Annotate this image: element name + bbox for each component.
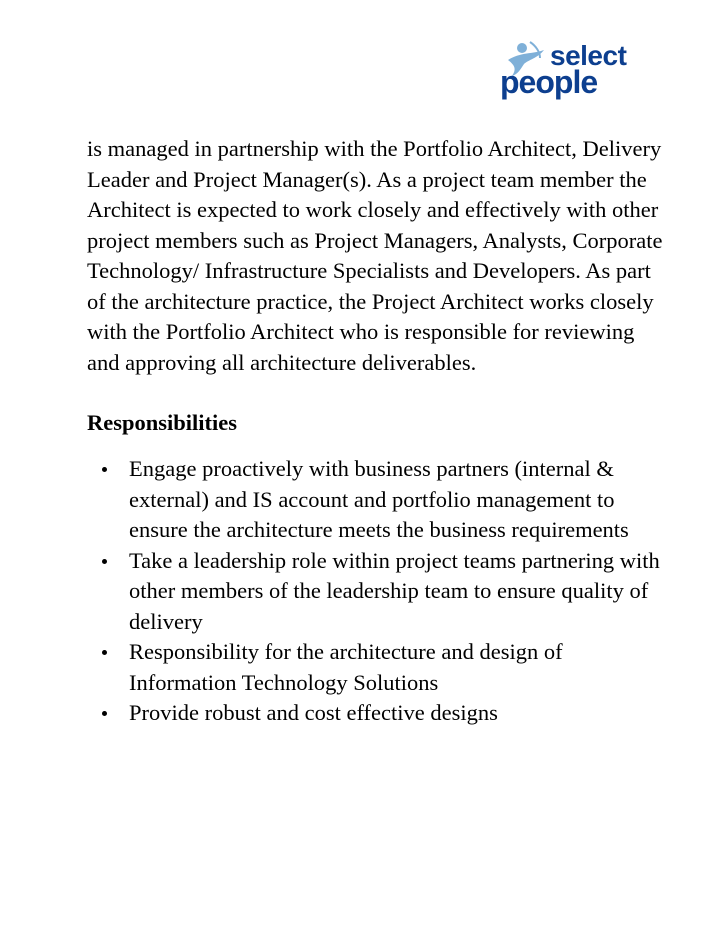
responsibilities-list bbox=[87, 454, 667, 729]
list-item-text: Engage proactively with business partners (internal & external) and IS account and portfolio management to ensure the architecture meets the business requirements bbox=[129, 456, 629, 542]
bullet-icon bbox=[102, 711, 107, 716]
bullet-icon bbox=[102, 467, 107, 472]
responsibilities-heading: Responsibilities bbox=[87, 410, 238, 435]
select-people-logo bbox=[500, 38, 650, 108]
list-item bbox=[87, 698, 667, 729]
logo-text-select: select bbox=[550, 40, 627, 71]
list-item-text: Provide robust and cost effective designs bbox=[129, 700, 498, 725]
bullet-icon bbox=[102, 559, 107, 564]
bullet-icon bbox=[102, 650, 107, 655]
document-body bbox=[87, 134, 667, 729]
list-item bbox=[87, 454, 667, 546]
list-item bbox=[87, 637, 667, 698]
list-item-text: Take a leadership role within project teams partnering with other members of the leadership team to ensure quality of delivery bbox=[129, 547, 660, 634]
intro-paragraph: is managed in partnership with the Portfolio Architect, Delivery Leader and Project Manager(s). As a project team member the Architect is expected to work closely and effectively with other project members such as Project Managers, Analysts, Corporate Technology/ Infrastructure Specialists and Developers. As part of the architecture practice, the Project Architect works closely with the Portfolio Architect who is responsible for reviewing and approving all architecture deliverables. bbox=[87, 136, 663, 375]
list-item bbox=[87, 546, 667, 638]
list-item-text: Responsibility for the architecture and design of Information Technology Solutions bbox=[129, 639, 563, 695]
logo-text-people: people bbox=[500, 64, 598, 100]
